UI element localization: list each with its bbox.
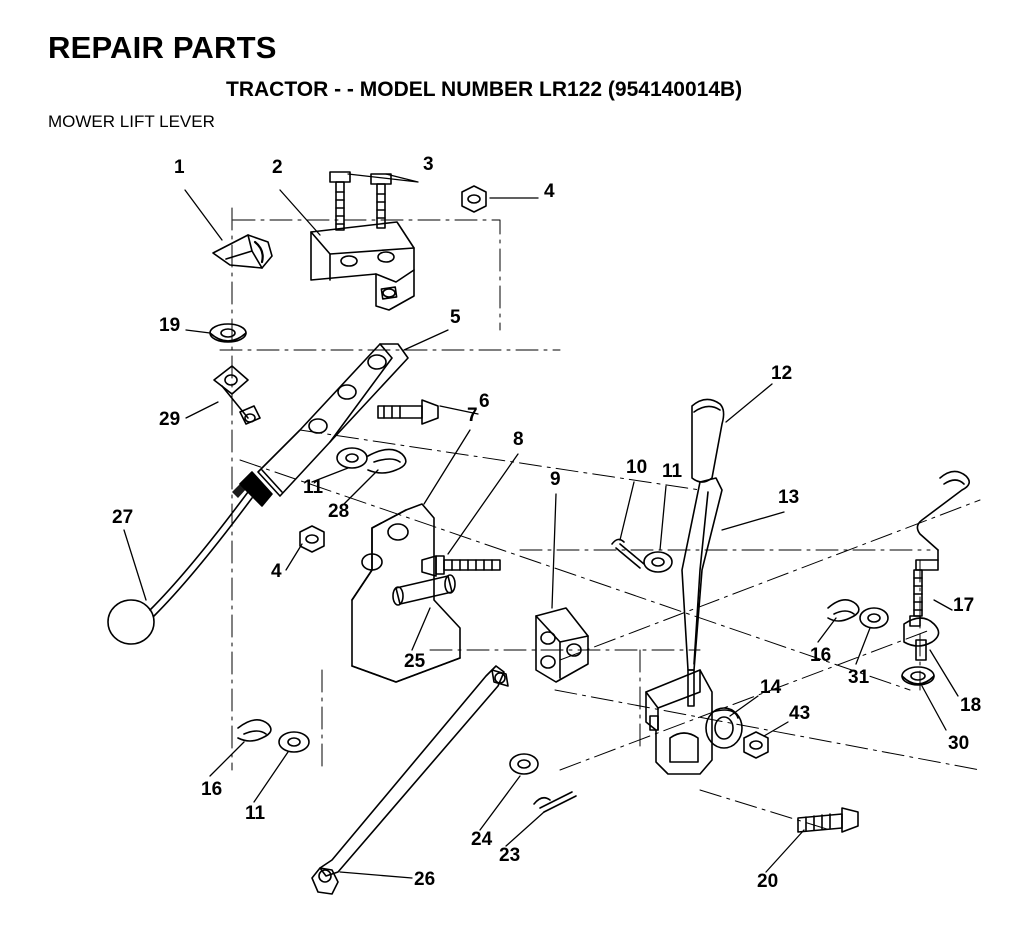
leader-lines <box>124 174 958 878</box>
part-30-nut <box>902 667 934 685</box>
callout-label: 17 <box>953 595 975 616</box>
callout-label: 27 <box>112 507 134 528</box>
callout-label: 5 <box>450 307 461 328</box>
part-28-hairpin-clip <box>368 449 406 473</box>
part-20-bolt <box>798 808 858 832</box>
part-2-bracket <box>311 222 414 310</box>
callout-label: 19 <box>159 315 181 336</box>
callout-label: 26 <box>414 869 436 890</box>
part-3-bolts <box>330 172 391 230</box>
callout-label: 29 <box>159 409 181 430</box>
page-title: REPAIR PARTS <box>48 30 277 65</box>
callout-label: 14 <box>760 677 782 698</box>
part-13-lift-lever <box>682 478 722 706</box>
callout-label: 8 <box>513 429 524 450</box>
callout-label: 18 <box>960 695 982 716</box>
callout-label: 7 <box>467 405 478 426</box>
callout-label: 12 <box>771 363 793 384</box>
part-31-washer-right <box>860 608 888 628</box>
part-10-cotter-pin <box>612 539 644 568</box>
callout-label: 16 <box>201 779 223 800</box>
callout-label: 4 <box>271 561 282 582</box>
callout-label: 23 <box>499 845 521 866</box>
exploded-parts-illustration <box>0 130 1024 930</box>
part-19-washer <box>210 324 246 342</box>
model-subtitle: TRACTOR - - MODEL NUMBER LR122 (954140014B) <box>226 78 743 101</box>
callout-label: 43 <box>789 703 811 724</box>
part-11-washer-upper <box>337 448 367 468</box>
diagram-svg <box>0 130 1024 930</box>
callout-label: 25 <box>404 651 426 672</box>
part-12-handle-grip <box>692 399 724 482</box>
callout-label: 13 <box>778 487 800 508</box>
part-6-bolt <box>378 400 438 424</box>
part-26-rod <box>312 666 508 894</box>
part-13-lower-bracket <box>646 670 712 774</box>
part-11-washer-center <box>644 552 672 572</box>
part-24-washer <box>510 754 538 774</box>
part-16-hairpin-clip-right <box>828 600 859 621</box>
part-4-hex-nut-top <box>462 186 486 212</box>
callout-label: 10 <box>626 457 648 478</box>
part-9-center-plate <box>536 608 588 682</box>
callout-label: 30 <box>948 733 970 754</box>
callout-label: 9 <box>550 469 561 490</box>
callout-label: 20 <box>757 871 779 892</box>
callout-label: 16 <box>810 645 832 666</box>
part-4-hex-nut-lower <box>300 526 324 552</box>
assembly-section-title: MOWER LIFT LEVER <box>48 112 215 131</box>
callout-label: 11 <box>245 803 266 824</box>
callout-label: 6 <box>479 391 490 412</box>
part-11-washer-left <box>279 732 309 752</box>
callout-label: 2 <box>272 157 283 178</box>
part-23-cotter-pin <box>534 792 576 812</box>
part-25-spacer <box>393 575 455 605</box>
callout-label: 28 <box>328 501 350 522</box>
callout-label: 11 <box>303 477 324 498</box>
callout-label: 3 <box>423 154 434 175</box>
callout-label: 24 <box>471 829 493 850</box>
part-16-hairpin-clip-left <box>238 720 271 741</box>
callout-label: 11 <box>662 461 683 482</box>
part-29-trunnion <box>214 366 260 424</box>
callout-label: 31 <box>848 667 870 688</box>
callout-label: 4 <box>544 181 555 202</box>
callout-label: 1 <box>174 157 185 178</box>
